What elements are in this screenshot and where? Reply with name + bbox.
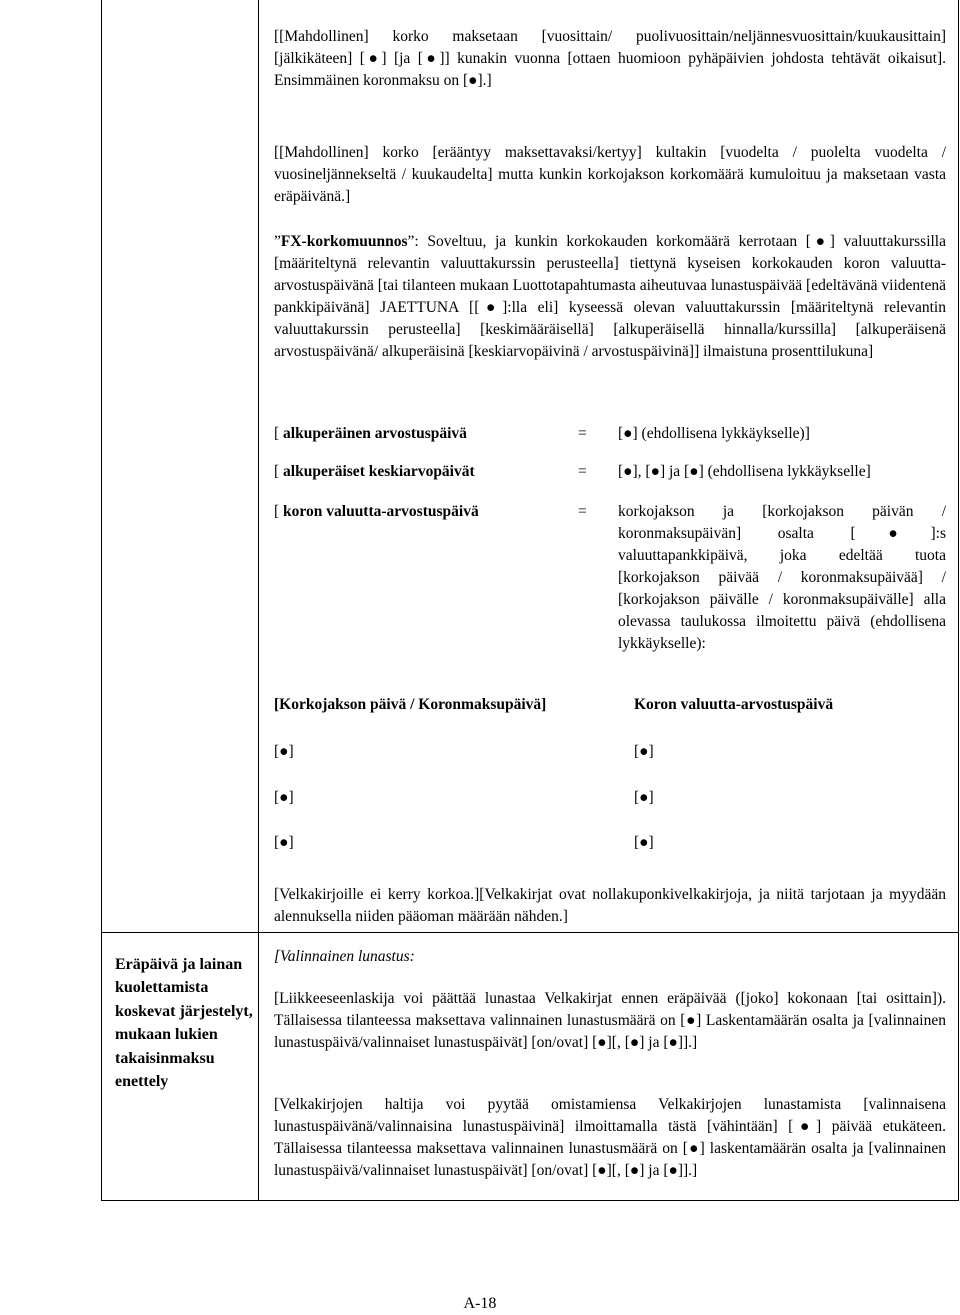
zero-coupon-paragraph: [274, 884, 946, 928]
table-cell: [●]: [634, 743, 654, 760]
fx-close-quote: ”: [407, 233, 415, 250]
equals-sign: =: [578, 503, 587, 520]
fx-term: FX-korkomuunnos: [280, 233, 408, 250]
definition-value: [●] (ehdollisena lykkäykselle)]: [618, 425, 810, 442]
equals-sign: =: [578, 463, 587, 480]
para-interest-accrual: [[Mahdollinen] korko [erääntyy maksettavaksi/kertyy] kultakin [vuodelta / puolelta vuodelta / vuosineljännekseltä / kuukaudelta] mutta kunkin korkojakson korkomäärä kumuloituu ja maksetaan vasta eräpäivänä.]: [274, 144, 946, 205]
definition-term: [ alkuperäinen arvostuspäivä: [274, 425, 467, 442]
zero-coupon-text: [Velkakirjoille ei kerry korkoa.][Velkakirjat ovat nollakuponkivelkakirjoja, ja niitä tarjotaan ja myydään alennuksella niiden pääoman määrään nähden.]: [274, 886, 946, 925]
holder-put-text: [Velkakirjojen haltija voi pyytää omistamiensa Velkakirjojen lunastamista [valinnaisena lunastuspäivänä/valinnaisina lunastuspäivinä] ilmoittamalla tästä [vähintään] [●] päivää etukäteen. Tällaisessa tilanteessa maksettava valinnainen lunastusmäärä on [●] laskentamäärän osalta ja [valinnainen lunastuspäivä/valinnaiset lunastuspäivät] [on/ovat] [●][, [●] ja [●]].]: [274, 1096, 946, 1179]
definition-term: [ alkuperäiset keskiarvopäivät: [274, 463, 475, 480]
interest-accrual-paragraph: [274, 142, 946, 208]
holder-put-paragraph: [274, 1094, 946, 1182]
para-interest-payment: [[Mahdollinen] korko maksetaan [vuosittain/ puolivuosittain/neljännesvuosittain/kuukausittain] [jälkikäteen] [●] [ja [●]] kunakin vuonna [ottaen huomioon pyhäpäivien johdosta tehtävät oikaisut]. Ensimmäinen koronmaksu on [●].]: [274, 28, 946, 89]
definition-row: [274, 501, 946, 677]
definition-row: [274, 461, 946, 483]
fx-open-quote: ”: [274, 233, 281, 250]
definition-value: korkojakson ja [korkojakson päivän / koronmaksupäivän] osalta [●]:s valuuttapankkipäivä, joka edeltää tuota [korkojakson päivää / koronmaksupäivää] / [korkojakson päivälle / koronmaksupäivälle] alla olevassa taulukossa ilmoitettu päivä (ehdollisena lykkäykselle):: [618, 503, 946, 652]
page-number: A-18: [463, 1295, 497, 1312]
redemption-label: Eräpäivä ja lainan kuolettamista koskevat järjestelyt, mukaan lukien takaisinmaksu enettely: [115, 956, 253, 1091]
column-divider: [258, 0, 259, 1200]
interest-payment-paragraph: [274, 26, 946, 92]
fx-text: : Soveltuu, ja kunkin korkokauden korkomäärä kerrotaan [●] valuuttakurssilla [määriteltynä relevantin valuuttakurssin perusteella] tiettynä kyseisen korkokauden koron valuutta-arvostuspäivänä [tai tilanteen mukaan Luottotapahtumasta aiheutuvaa lunastuspäivää [edeltävänä viidentenä pankkipäivänä] JAETTUNA [[●]:lla eli] kyseessä olevan valuuttakurssin [määriteltynä relevantin valuuttakurssin perusteella] [keskimääräisellä] [alkuperäisellä hinnalla/kurssilla] [alkuperäisenä arvostuspäivänä/ alkuperäisinä [keskiarvopäivinä / arvostuspäivinä]] ilmaistuna prosenttilukuna]: [274, 233, 946, 360]
row-divider: [101, 932, 958, 933]
definition-value: [●], [●] ja [●] (ehdollisena lykkäykselle]: [618, 463, 871, 480]
table-cell: [●]: [634, 834, 654, 851]
definition-term: [ koron valuutta-arvostuspäivä: [274, 503, 479, 520]
table-cell: [●]: [274, 834, 294, 851]
table-header-date: [Korkojakson päivä / Koronmaksupäivä]: [274, 696, 547, 713]
issuer-call-paragraph: [274, 988, 946, 1054]
optional-redemption-heading-text: [Valinnainen lunastus:: [274, 948, 415, 965]
optional-redemption-heading: [274, 946, 946, 968]
definition-row: [274, 423, 946, 445]
fx-conversion-paragraph: [274, 231, 946, 363]
table-cell: [●]: [634, 789, 654, 806]
table-header-valuation-date: Koron valuutta-arvostuspäivä: [634, 696, 834, 713]
table-cell: [●]: [274, 789, 294, 806]
issuer-call-text: [Liikkeeseenlaskija voi päättää lunastaa Velkakirjat ennen eräpäivää ([joko] kokonaan [tai osittain]). Tällaisessa tilanteessa maksettava valinnainen lunastusmäärä on [●] Laskentamäärän osalta ja [valinnainen lunastuspäivä/valinnaiset lunastuspäivät] [on/ovat] [●][, [●] ja [●]].]: [274, 990, 946, 1051]
table-cell: [●]: [274, 743, 294, 760]
equals-sign: =: [578, 425, 587, 442]
